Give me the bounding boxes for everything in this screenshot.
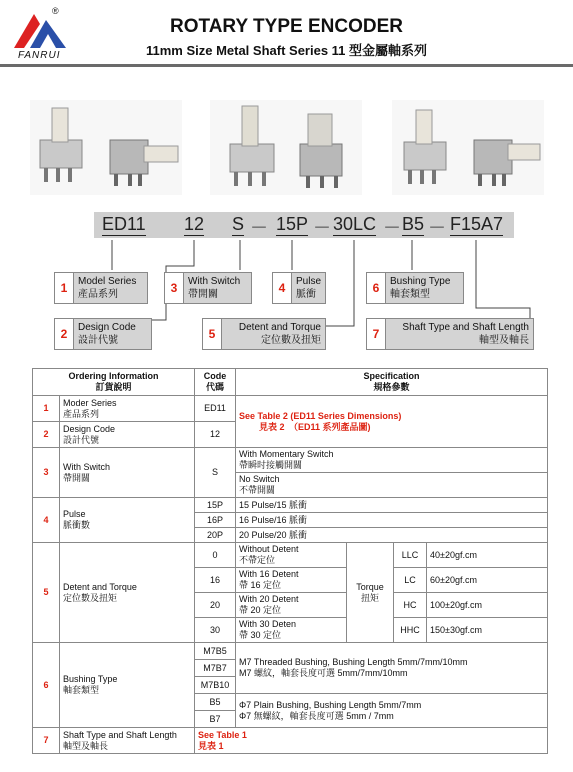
label-pulse <box>272 272 326 304</box>
code-bushing-type: B5 <box>402 214 425 234</box>
row-label-en: Pulse <box>63 509 86 519</box>
spec-zh: 帶 20 定位 <box>239 605 282 615</box>
spec-zh: 帶瞬时接觸開關 <box>239 460 303 470</box>
label-number: 3 <box>165 273 184 303</box>
row-label-zh: 脈衝數 <box>63 520 91 530</box>
row-label-en: Shaft Type and Shaft Length <box>63 729 177 740</box>
row-label-en: Bushing Type <box>63 674 118 684</box>
label-zh: 脈衝 <box>295 289 316 300</box>
code-separator: － <box>428 218 446 238</box>
encoder-photo-3 <box>392 100 544 195</box>
spec-en: No Switch <box>239 474 280 484</box>
row-label-zh: 產品系列 <box>63 408 100 419</box>
label-number: 7 <box>367 319 386 349</box>
label-bushing-type <box>366 272 464 304</box>
label-number: 5 <box>203 319 222 349</box>
row-code: 20P <box>195 528 236 543</box>
row-label-en: With Switch <box>63 461 111 472</box>
spec-text: 16 Pulse/16 脈衝 <box>236 513 548 528</box>
table-row <box>33 498 548 513</box>
label-en: Model Series <box>78 276 137 287</box>
spec-see-table-1: See Table 1 <box>198 729 247 740</box>
spec-zh: 帶 30 定位 <box>239 630 282 640</box>
code-model-series: ED11 <box>102 214 146 234</box>
row-label-en: Detent and Torque <box>63 581 137 592</box>
label-en: With Switch <box>188 276 241 287</box>
row-label-en: Design Code <box>63 423 116 434</box>
table-row <box>33 448 548 473</box>
col-header-code-zh: 代碼 <box>205 382 224 392</box>
spec-zh: 不帶開關 <box>239 485 276 495</box>
trademark-symbol: ® <box>52 6 59 16</box>
label-number: 2 <box>55 319 74 349</box>
row-code: 16P <box>195 513 236 528</box>
row-label-zh: 設計代號 <box>63 434 100 445</box>
torque-code: LLC <box>394 543 427 568</box>
label-with-switch <box>164 272 252 304</box>
spec-see-table-2-zh: 見表 2 （ED11 系列產品圖) <box>259 421 371 432</box>
code-detent-torque: 30LC <box>333 214 377 234</box>
spec-en: With 16 Detent <box>239 569 299 579</box>
ordering-table <box>32 368 548 754</box>
torque-code: HHC <box>394 618 427 643</box>
label-number: 4 <box>273 273 292 303</box>
row-code: ED11 <box>195 396 236 422</box>
spec-zh: 帶 16 定位 <box>239 580 282 590</box>
row-number: 1 <box>33 396 60 422</box>
col-header-code-en: Code <box>203 371 227 381</box>
label-en: Design Code <box>78 322 136 333</box>
label-detent-torque <box>202 318 326 350</box>
row-number: 6 <box>33 643 60 728</box>
spec-zh: 不帶定位 <box>239 555 276 565</box>
torque-value: 60±20gf.cm <box>427 568 548 593</box>
table-row <box>33 396 548 422</box>
table-row <box>33 543 548 568</box>
code-pulse: 15P <box>276 214 309 234</box>
code-shaft-type: F15A7 <box>450 214 504 234</box>
row-code: M7B7 <box>195 660 236 677</box>
encoder-photo-2 <box>210 100 362 195</box>
row-code: M7B5 <box>195 643 236 660</box>
label-zh: 軸套類型 <box>390 289 430 300</box>
spec-en: With 30 Deten <box>239 619 297 629</box>
encoder-photo-1 <box>30 100 182 195</box>
label-en: Detent and Torque <box>238 322 321 333</box>
row-label-zh: 軸型及軸長 <box>63 740 109 751</box>
row-code: S <box>195 448 236 498</box>
spec-en: Without Detent <box>239 544 299 554</box>
label-design-code <box>54 318 152 350</box>
row-label-en: Moder Series <box>63 397 117 408</box>
code-separator: － <box>313 218 331 238</box>
torque-label-zh: 扭矩 <box>360 592 379 603</box>
code-with-switch: S <box>232 214 245 234</box>
row-label-zh: 帶開關 <box>63 472 91 483</box>
spec-en: Φ7 Plain Bushing, Bushing Length 5mm/7mm <box>239 699 422 710</box>
label-number: 6 <box>367 273 386 303</box>
page-title: ROTARY TYPE ENCODER <box>170 16 403 37</box>
torque-code: LC <box>394 568 427 593</box>
row-code: 15P <box>195 498 236 513</box>
torque-label-en: Torque <box>356 581 384 592</box>
page-subtitle: 11mm Size Metal Shaft Series 11 型金屬軸系列 <box>145 43 428 58</box>
torque-value: 150±30gf.cm <box>427 618 548 643</box>
label-number: 1 <box>55 273 74 303</box>
row-number: 7 <box>33 728 60 754</box>
spec-see-table-2: See Table 2 (ED11 Series Dimensions) <box>239 410 402 421</box>
row-label-zh: 軸套類型 <box>63 685 100 695</box>
torque-value: 100±20gf.cm <box>427 593 548 618</box>
label-en: Bushing Type <box>390 276 451 287</box>
spec-en: M7 Threaded Bushing, Bushing Length 5mm/7mm/10mm <box>239 657 468 667</box>
row-code: 12 <box>195 422 236 448</box>
spec-text: 15 Pulse/15 脈衝 <box>236 498 548 513</box>
row-number: 3 <box>33 448 60 498</box>
spec-en: With 20 Detent <box>239 594 299 604</box>
table-header-row <box>33 369 548 396</box>
brand-name: FANRUI <box>18 50 61 61</box>
row-code: 0 <box>195 543 236 568</box>
col-header-info-zh: 訂貨說明 <box>95 382 132 392</box>
header-divider <box>0 64 573 67</box>
spec-text: 20 Pulse/20 脈衝 <box>236 528 548 543</box>
row-number: 5 <box>33 543 60 643</box>
table-row <box>33 643 548 660</box>
spec-en: With Momentary Switch <box>239 449 334 459</box>
label-zh: 軸型及軸長 <box>479 335 529 346</box>
col-header-spec-en: Specification <box>363 371 420 381</box>
row-code: B7 <box>195 711 236 728</box>
label-shaft-type <box>366 318 534 350</box>
label-en: Shaft Type and Shaft Length <box>402 322 529 333</box>
spec-zh: M7 螺紋，軸套長度可選 5mm/7mm/10mm <box>239 668 408 678</box>
code-separator: － <box>383 218 401 238</box>
table-row <box>33 728 548 754</box>
label-en: Pulse <box>295 276 321 287</box>
torque-value: 40±20gf.cm <box>427 543 548 568</box>
row-code: 20 <box>195 593 236 618</box>
row-code: 30 <box>195 618 236 643</box>
row-code: M7B10 <box>195 677 236 694</box>
label-model-series <box>54 272 148 304</box>
label-zh: 帶開關 <box>188 289 218 300</box>
spec-zh: Φ7 無螺紋，軸套長度可選 5mm / 7mm <box>239 710 394 721</box>
row-code: B5 <box>195 694 236 711</box>
torque-code: HC <box>394 593 427 618</box>
code-design-code: 12 <box>184 214 205 234</box>
label-zh: 設計代號 <box>78 335 118 346</box>
row-label-zh: 定位數及扭矩 <box>63 592 118 603</box>
row-number: 2 <box>33 422 60 448</box>
label-zh: 產品系列 <box>78 289 118 300</box>
col-header-info-en: Ordering Information <box>68 371 159 381</box>
row-code: 16 <box>195 568 236 593</box>
code-separator: － <box>250 218 268 238</box>
col-header-spec-zh: 規格參數 <box>373 382 410 392</box>
row-number: 4 <box>33 498 60 543</box>
spec-see-table-1-zh: 見表 1 <box>198 740 224 751</box>
label-zh: 定位數及扭矩 <box>261 335 321 346</box>
